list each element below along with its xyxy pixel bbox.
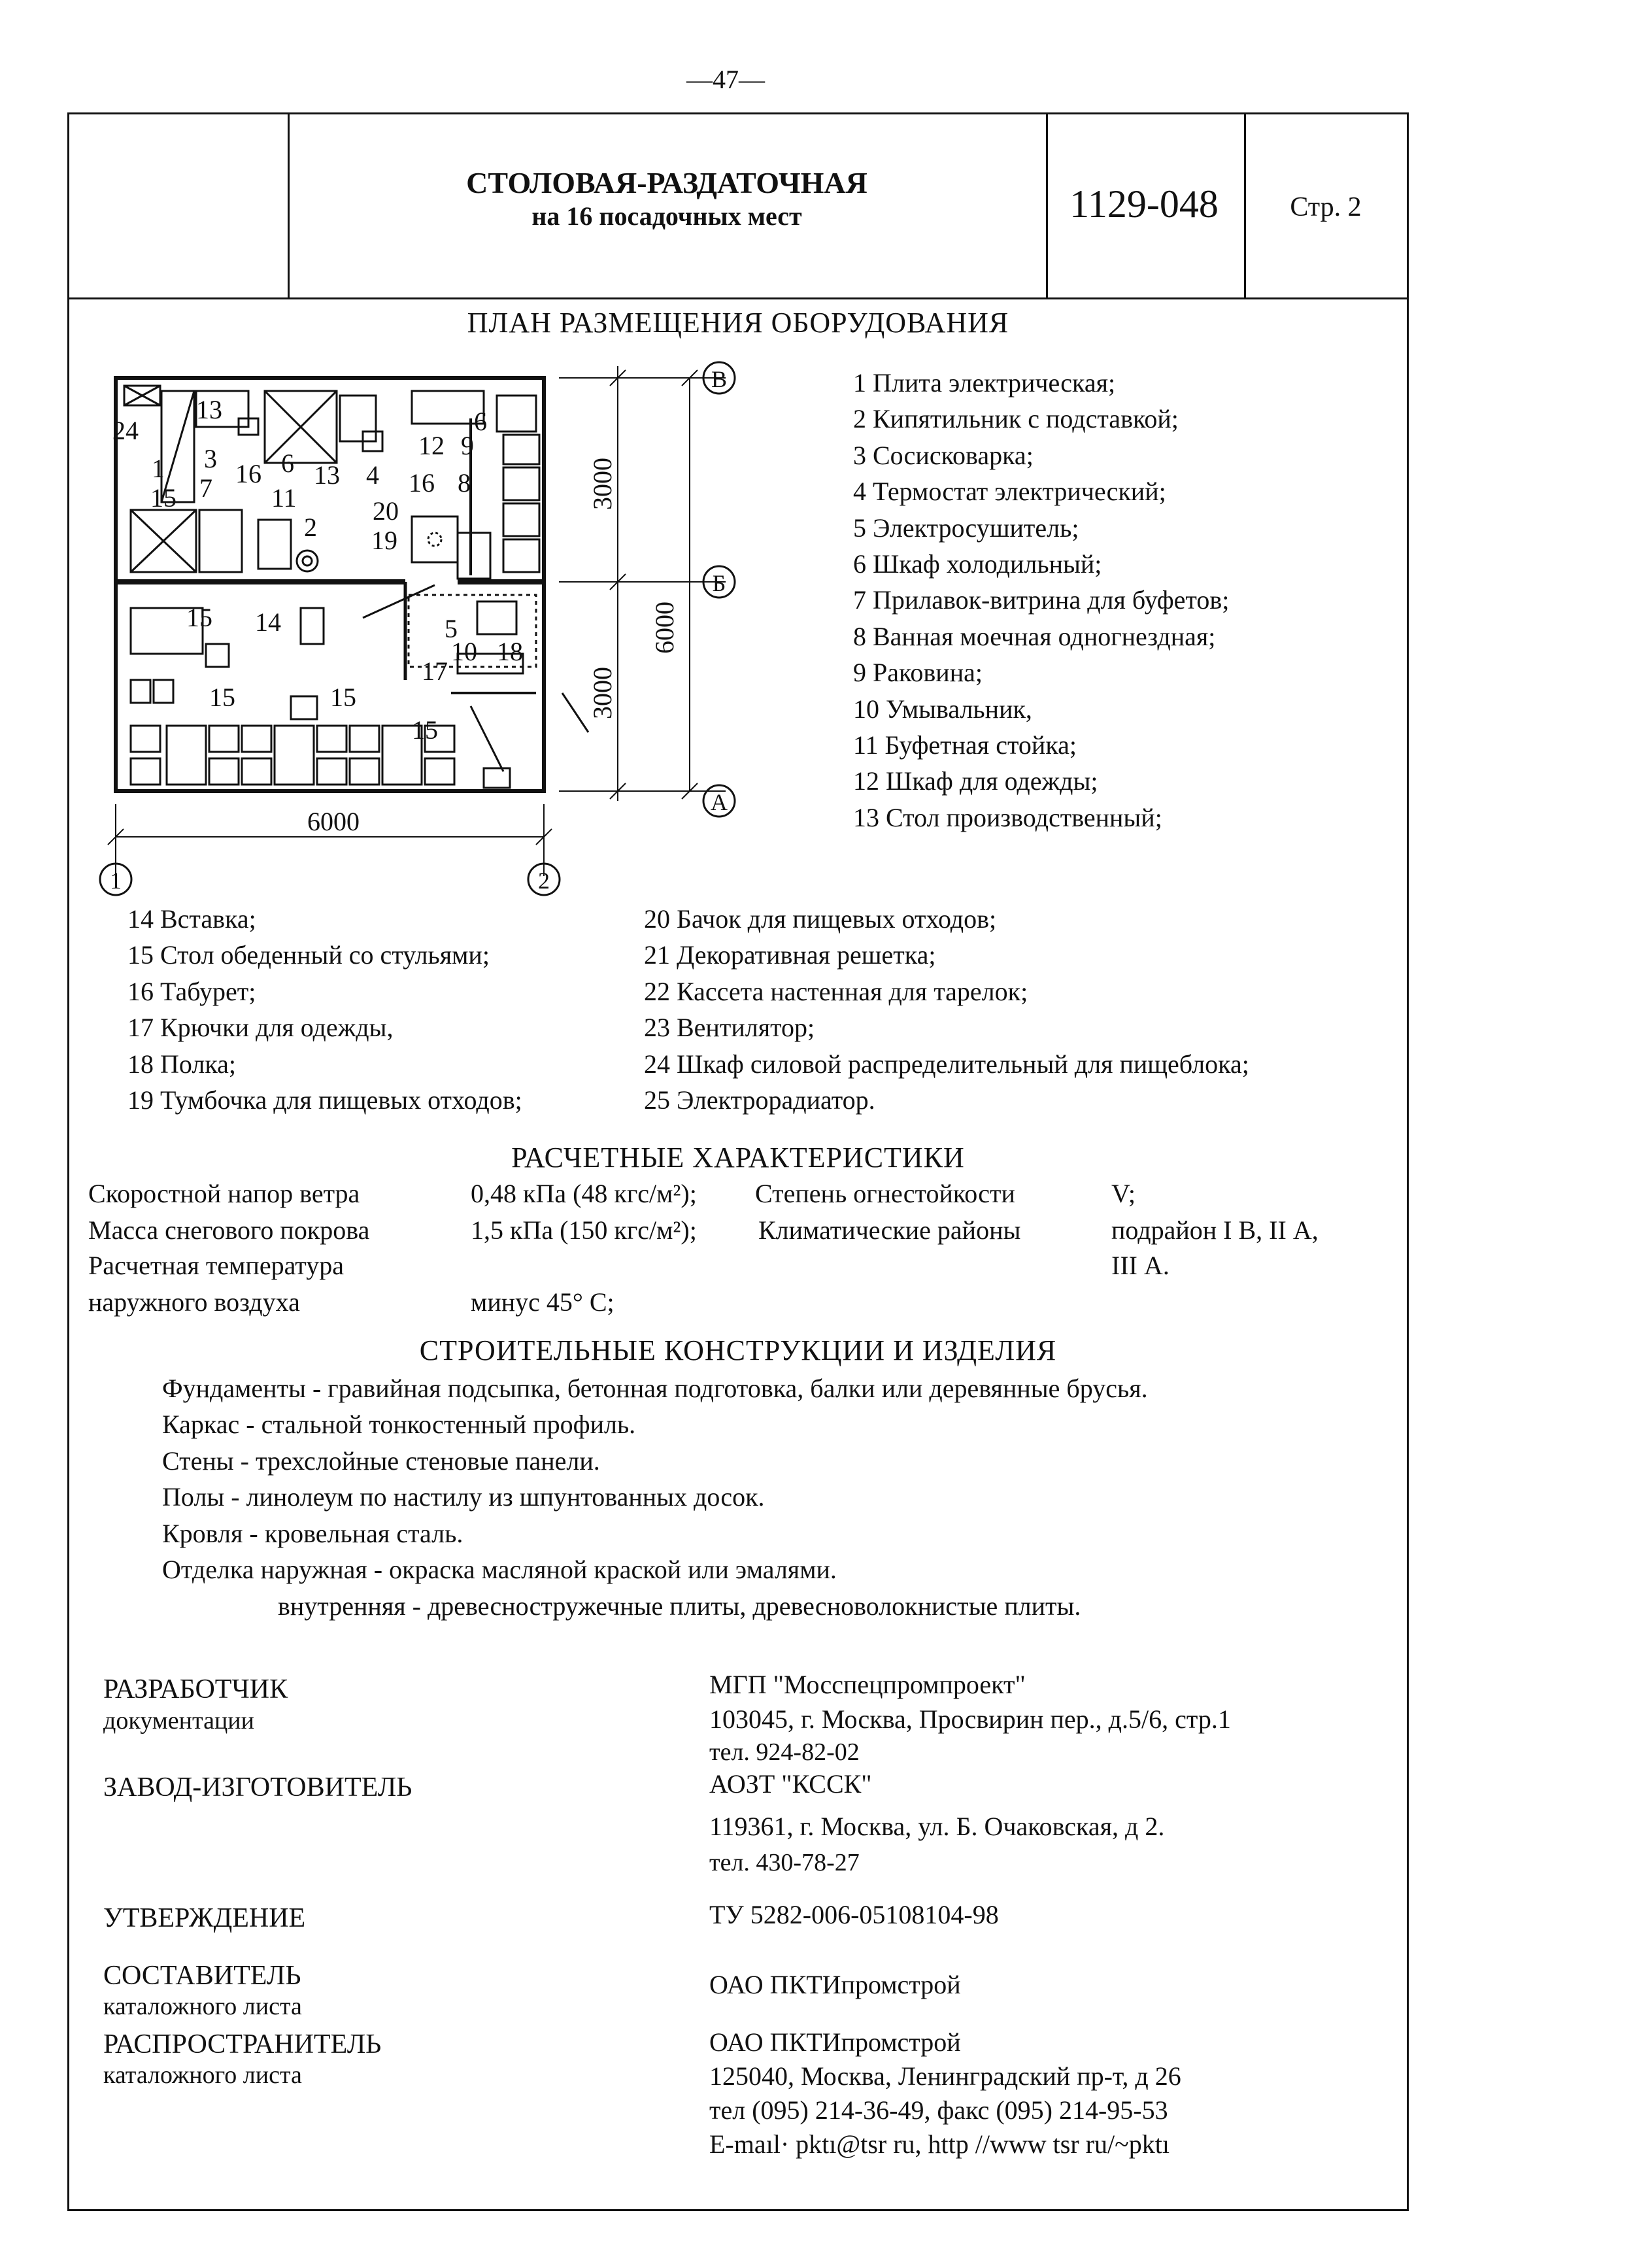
legend-item: 17 Крючки для одежды, xyxy=(127,1013,394,1043)
construction-item: Полы - линолеум по настилу из шпунтованных досок. xyxy=(162,1482,765,1512)
equipment-tag: 15 xyxy=(330,683,356,712)
construction-item: Отделка наружная - окраска масляной краской или эмалями. xyxy=(162,1555,837,1585)
distributor-phone: тел (095) 214-36-49, факс (095) 214-95-53 xyxy=(709,2095,1168,2125)
equipment-tag: 19 xyxy=(371,526,397,555)
equipment-tag: 9 xyxy=(461,431,474,460)
axis-1-label: 1 xyxy=(110,868,122,894)
document-title: СТОЛОВАЯ-РАЗДАТОЧНАЯ xyxy=(466,166,867,199)
equipment-tag: 14 xyxy=(255,607,281,637)
climate-value: III А. xyxy=(1111,1251,1170,1280)
dim-upper: 3000 xyxy=(588,458,617,510)
legend-left xyxy=(127,901,522,1118)
compiler-label: СОСТАВИТЕЛЬ xyxy=(103,1961,301,1991)
compiler-value: ОАО ПКТИпромстрой xyxy=(709,1970,961,1999)
legend-item: 11 Буфетная стойка; xyxy=(853,730,1077,760)
equipment-tag: 13 xyxy=(196,395,222,424)
developer-sublabel: документации xyxy=(103,1707,254,1735)
distributor-web: E-maıl· pktı@tsr ru, http //www tsr ru/~pktı xyxy=(709,2129,1170,2159)
legend-item: 16 Табурет; xyxy=(127,976,256,1006)
manufacturer-phone: тел. 430-78-27 xyxy=(709,1849,860,1876)
equipment-tag: 7 xyxy=(199,473,212,503)
axis-a-label: А xyxy=(711,789,728,815)
characteristics-heading: РАСЧЕТНЫЕ ХАРАКТЕРИСТИКИ xyxy=(511,1142,965,1174)
distributor-address: 125040, Москва, Ленинградский пр-т, д 26 xyxy=(709,2061,1181,2091)
equipment-tag: 15 xyxy=(412,715,438,745)
distributor-sublabel: каталожного листа xyxy=(103,2061,302,2089)
legend-item: 19 Тумбочка для пищевых отходов; xyxy=(127,1085,522,1115)
equipment-tag: 6 xyxy=(474,407,487,436)
plan-heading: ПЛАН РАЗМЕЩЕНИЯ ОБОРУДОВАНИЯ xyxy=(467,307,1009,339)
compiler-sublabel: каталожного листа xyxy=(103,1993,302,2020)
dim-lower: 3000 xyxy=(588,667,617,719)
legend-item: 18 Полка; xyxy=(127,1049,237,1079)
equipment-tag: 4 xyxy=(366,460,379,490)
floor-plan-drawing xyxy=(72,353,765,902)
wind-label: Скоростной напор ветра xyxy=(88,1179,360,1208)
equipment-tag: 15 xyxy=(209,683,235,712)
temp-label: Расчетная температура xyxy=(88,1251,344,1280)
document-code: 1129-048 xyxy=(1069,182,1219,226)
legend-item: 22 Кассета настенная для тарелок; xyxy=(644,976,1028,1006)
axis-v-label: В xyxy=(711,366,728,392)
legend-item: 6 Шкаф холодильный; xyxy=(853,549,1102,579)
legend-item: 13 Стол производственный; xyxy=(853,802,1162,832)
distributor-org: ОАО ПКТИпромстрой xyxy=(709,2027,961,2057)
legend-item: 3 Сосисковарка; xyxy=(853,440,1034,470)
equipment-tag: 5 xyxy=(445,614,458,643)
legend-item: 7 Прилавок-витрина для буфетов; xyxy=(853,585,1230,615)
temp-label: наружного воздуха xyxy=(88,1287,300,1317)
legend-item: 20 Бачок для пищевых отходов; xyxy=(644,904,997,934)
equipment-tag: 6 xyxy=(281,449,294,478)
fire-label: Степень огнестойкости xyxy=(755,1179,1015,1208)
legend-item: 14 Вставка; xyxy=(127,904,256,934)
equipment-tag: 18 xyxy=(497,637,523,666)
legend-item: 8 Ванная моечная одногнездная; xyxy=(853,621,1216,651)
manufacturer-org: АОЗТ "КССК" xyxy=(709,1769,872,1799)
legend-item: 24 Шкаф силовой распределительный для пищеблока; xyxy=(644,1049,1249,1079)
legend-item: 4 Термостат электрический; xyxy=(853,477,1166,507)
header-bottom-rule xyxy=(67,297,1409,299)
legend-right xyxy=(853,365,1229,836)
construction-item: внутренняя - древесностружечные плиты, древесноволокнистые плиты. xyxy=(278,1591,1081,1621)
distributor-label: РАСПРОСТРАНИТЕЛЬ xyxy=(103,2029,382,2059)
manufacturer-label: ЗАВОД-ИЗГОТОВИТЕЛЬ xyxy=(103,1772,412,1803)
developer-label: РАЗРАБОТЧИК xyxy=(103,1674,288,1704)
legend-item: 2 Кипятильник с подставкой; xyxy=(853,404,1179,434)
equipment-tag: 2 xyxy=(304,513,317,542)
fire-value: V; xyxy=(1111,1179,1136,1208)
developer-address: 103045, г. Москва, Просвирин пер., д.5/6, стр.1 xyxy=(709,1704,1231,1734)
approval-value: ТУ 5282-006-05108104-98 xyxy=(709,1900,999,1929)
equipment-tag: 24 xyxy=(112,416,139,445)
approval-label: УТВЕРЖДЕНИЕ xyxy=(103,1903,306,1933)
axis-b-label: Б xyxy=(712,570,726,596)
equipment-tag: 8 xyxy=(458,468,471,498)
climate-value: подрайон I В, II А, xyxy=(1111,1215,1319,1245)
dim-width: 6000 xyxy=(307,807,360,836)
equipment-tag: 1 xyxy=(152,454,165,483)
legend-item: 25 Электрорадиатор. xyxy=(644,1085,875,1115)
legend-item: 23 Вентилятор; xyxy=(644,1013,815,1043)
legend-item: 9 Раковина; xyxy=(853,658,983,688)
wind-value: 0,48 кПа (48 кгс/м²); xyxy=(471,1179,697,1208)
developer-org: МГП "Мосспецпромпроект" xyxy=(709,1670,1026,1699)
construction-item: Кровля - кровельная сталь. xyxy=(162,1518,463,1548)
legend-item: 5 Электросушитель; xyxy=(853,513,1079,543)
legend-item: 21 Декоративная решетка; xyxy=(644,940,936,970)
equipment-tag: 16 xyxy=(409,468,435,498)
equipment-tag: 15 xyxy=(186,603,212,632)
legend-item: 15 Стол обеденный со стульями; xyxy=(127,940,490,970)
legend-item: 12 Шкаф для одежды; xyxy=(853,766,1098,796)
constructions-list xyxy=(162,1370,1148,1587)
snow-value: 1,5 кПа (150 кгс/м²); xyxy=(471,1215,697,1245)
equipment-tag: 16 xyxy=(235,459,261,488)
equipment-tag: 20 xyxy=(373,496,399,526)
constructions-heading: СТРОИТЕЛЬНЫЕ КОНСТРУКЦИИ И ИЗДЕЛИЯ xyxy=(419,1334,1057,1366)
construction-item: Фундаменты - гравийная подсыпка, бетонная подготовка, балки или деревянные брусья. xyxy=(162,1374,1148,1403)
legend-mid xyxy=(644,901,1249,1118)
construction-item: Стены - трехслойные стеновые панели. xyxy=(162,1446,600,1476)
equipment-tag: 10 xyxy=(451,637,477,666)
document-subtitle: на 16 посадочных мест xyxy=(531,201,802,231)
dim-total: 6000 xyxy=(650,601,679,654)
temp-value: минус 45° С; xyxy=(471,1287,614,1317)
axis-2-label: 2 xyxy=(538,868,550,894)
plan-labels xyxy=(110,366,728,894)
equipment-tag: 12 xyxy=(418,431,445,460)
developer-phone: тел. 924-82-02 xyxy=(709,1738,860,1766)
page-number: —47— xyxy=(686,65,765,94)
equipment-tag: 11 xyxy=(271,483,297,513)
sheet-number: Стр. 2 xyxy=(1290,192,1362,222)
manufacturer-address: 119361, г. Москва, ул. Б. Очаковская, д 2. xyxy=(709,1812,1165,1841)
equipment-symbols xyxy=(124,386,588,788)
equipment-tag: 13 xyxy=(314,460,340,490)
construction-item: Каркас - стальной тонкостенный профиль. xyxy=(162,1410,636,1440)
climate-label: Климатические районы xyxy=(758,1215,1021,1245)
equipment-tag: 3 xyxy=(204,444,217,473)
legend-item: 10 Умывальник, xyxy=(853,694,1032,724)
legend-item: 1 Плита электрическая; xyxy=(853,368,1116,398)
equipment-tag: 17 xyxy=(422,656,448,686)
equipment-tag: 15 xyxy=(150,483,177,513)
snow-label: Масса снегового покрова xyxy=(88,1215,370,1245)
